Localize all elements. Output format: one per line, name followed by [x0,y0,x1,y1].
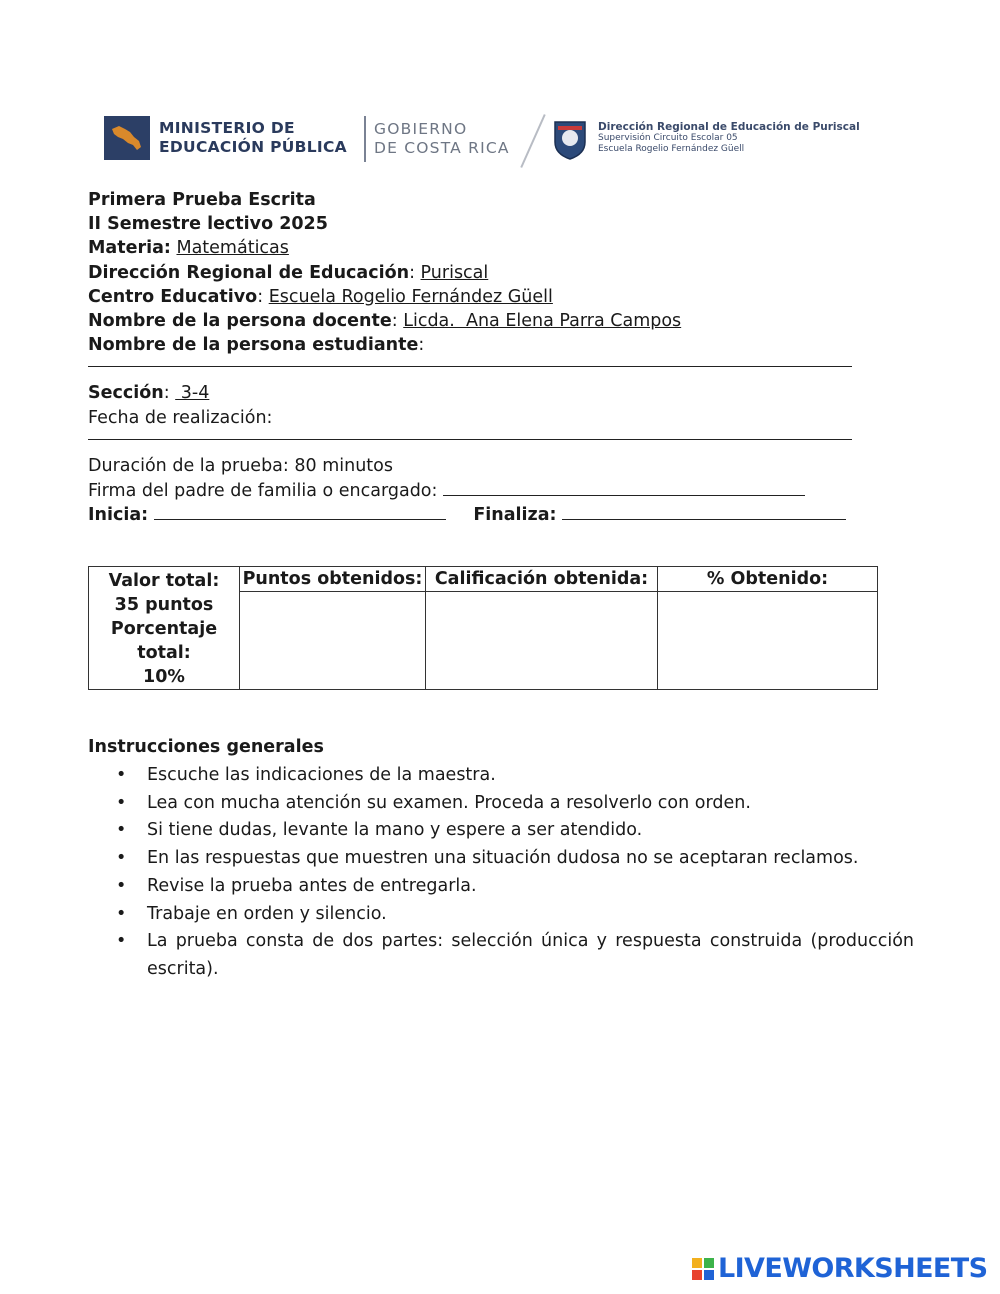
region-label: Dirección Regional de Educación [88,262,410,283]
section-value: 3-4 [175,383,210,404]
signature-label: Firma del padre de familia o encargado: [88,480,438,501]
regional-office-text: Dirección Regional de Educación de Puriscal Supervisión Circuito Escolar 05 Escuela Rogelio Fernández Güell [598,121,860,154]
bullet-icon: • [116,820,127,841]
bullet-icon: • [116,792,127,813]
date-line[interactable] [88,439,852,440]
regional-crest-icon [552,118,588,164]
list-item: • Escuche las indicaciones de la maestra. [88,762,914,790]
list-item: • Trabaje en orden y silencio. [88,901,914,929]
student-name-line[interactable] [88,366,852,367]
student-label: Nombre de la persona estudiante [88,335,419,356]
score-table [88,566,878,690]
time-row [88,502,888,526]
region-row: Dirección Regional de Educación: Puriscal [88,262,489,283]
school-row: Centro Educativo: Escuela Rogelio Fernández Güell [88,286,553,307]
bullet-icon: • [116,765,127,785]
subject-row [88,236,888,260]
bullet-icon: • [116,931,127,952]
exam-semester: II Semestre lectivo 2025 [88,214,328,235]
teacher-value: Licda. Ana Elena Parra Campos [403,310,682,331]
costa-rica-map-logo [104,116,150,160]
start-label: Inicia: [88,505,149,526]
gobierno-logo-text: GOBIERNO DE COSTA RICA [374,120,510,157]
total-value-cell: Valor total: 35 puntos Porcentaje total: 10% [89,567,240,690]
school-label: Centro Educativo [88,286,258,307]
list-item: • Lea con mucha atención su examen. Proceda a resolverlo con orden. [88,790,914,818]
section-row: Sección: 3-4 [88,383,210,404]
logo-divider [364,116,366,162]
logo-divider-slash [520,114,545,168]
exam-title: Primera Prueba Escrita [88,190,316,210]
instructions-title: Instrucciones generales [88,737,324,757]
bullet-icon: • [116,875,127,896]
end-label: Finaliza: [473,505,557,526]
section-label: Sección [88,383,164,404]
instructions-section [88,734,914,984]
duration-text: Duración de la prueba: 80 minutos [88,455,393,476]
signature-row [88,478,888,502]
bullet-icon: • [116,848,127,869]
grade-cell[interactable] [426,592,658,690]
date-label: Fecha de realización: [88,407,273,428]
percent-header: % Obtenido: [658,567,878,592]
subject-label: Materia: [88,238,171,259]
liveworksheets-icon [692,1258,714,1280]
instructions-list [88,762,914,984]
points-cell[interactable] [240,592,426,690]
bullet-icon: • [116,903,127,924]
teacher-row: Nombre de la persona docente: Licda. Ana Elena Parra Campos [88,310,682,331]
points-header: Puntos obtenidos: [240,567,426,592]
list-item: • En las respuestas que muestren una situación dudosa no se aceptaran reclamos. [88,845,914,873]
start-time-line[interactable] [154,502,446,520]
school-value: Escuela Rogelio Fernández Güell [268,286,553,307]
signature-line[interactable] [443,478,805,496]
percent-cell[interactable] [658,592,878,690]
student-row: Nombre de la persona estudiante: [88,335,425,356]
list-item: • Revise la prueba antes de entregarla. [88,873,914,901]
region-value: Puriscal [420,262,489,283]
header-logos [104,112,860,172]
list-item: • Si tiene dudas, levante la mano y espere a ser atendido. [88,817,914,845]
grade-header: Calificación obtenida: [426,567,658,592]
exam-info [88,188,888,526]
end-time-line[interactable] [562,502,846,520]
teacher-label: Nombre de la persona docente [88,310,392,331]
list-item: • La prueba consta de dos partes: selección única y respuesta construida (producción escrita). [88,928,914,983]
liveworksheets-text: LIVEWORKSHEETS [718,1253,988,1284]
subject-value: Matemáticas [176,238,289,259]
mep-logo-text: MINISTERIO DE EDUCACIÓN PÚBLICA [159,119,347,156]
